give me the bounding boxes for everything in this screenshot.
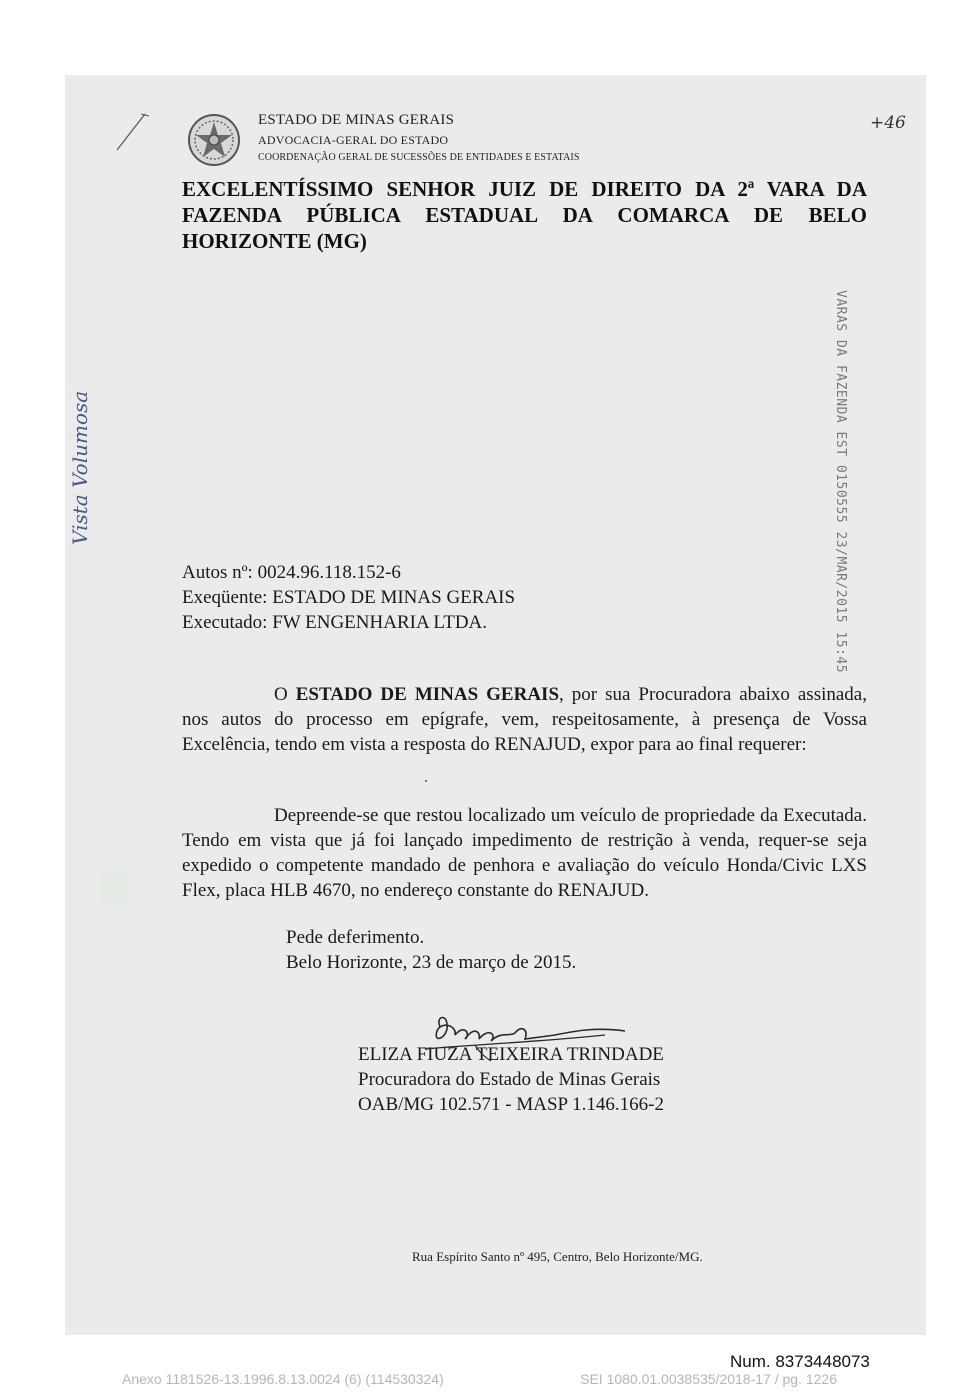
handwritten-signature: [405, 1005, 635, 1065]
addressee-line-2: FAZENDA PÚBLICA ESTADUAL DA COMARCA DE BELO: [182, 203, 867, 227]
annex-footer: [122, 1371, 837, 1387]
annex-reference: Anexo 1181526-13.1996.8.13.0024 (6) (114530324): [122, 1371, 444, 1387]
p1-bold-party: ESTADO DE MINAS GERAIS: [295, 684, 560, 705]
document-number: Num. 8373448073: [730, 1352, 870, 1371]
footer-address: Rua Espírito Santo nº 495, Centro, Belo Horizonte/MG.: [412, 1249, 703, 1264]
body-paragraph-2: [182, 803, 867, 903]
signer-name: ELIZA FIUZA TEIXEIRA TRINDADE: [358, 1044, 664, 1065]
protocol-stamp: VARAS DA FAZENDA EST 0150555 23/MAR/2015 15:45: [833, 290, 848, 674]
pen-stroke-mark: [105, 110, 150, 155]
scan-stain: [100, 870, 128, 906]
p2-text: Depreende-se que restou localizado um veículo de propriedade da Executada. Tendo em vista que já foi lançado impedimento de restrição à venda, requer-se seja expedido o competente mandado de penhora e avaliação do veículo Honda/Civic LXS Flex, placa HLB 4670, no endereço constante do RENAJUD.: [182, 805, 867, 901]
p1-lead: O: [274, 684, 296, 705]
closing-block: [286, 925, 576, 975]
addressee-line-3: HORIZONTE (MG): [182, 229, 367, 253]
handwritten-side-note: Vista Volumosa: [68, 390, 92, 545]
protocol-stamp-area: [830, 290, 852, 674]
closing-place-date: Belo Horizonte, 23 de março de 2015.: [286, 952, 577, 973]
addressee-line-1: EXCELENTÍSSIMO SENHOR JUIZ DE DIREITO DA 2ª VARA DA: [182, 177, 867, 201]
addressee-block: [182, 176, 867, 254]
speck: [425, 780, 427, 782]
p1-rest: , por sua Procuradora abaixo assinada, nos autos do processo em epígrafe, vem, respeitosamente, à presença de Vossa Excelência, tendo em vista a resposta do RENAJUD, expor para ao final requerer:: [182, 684, 867, 755]
coat-of-arms-icon: [187, 113, 241, 167]
case-info: [182, 560, 515, 635]
side-annotation-area: [68, 355, 102, 545]
folio-handwritten-mark: +46: [870, 113, 906, 133]
case-creditor: Exeqüente: ESTADO DE MINAS GERAIS: [182, 587, 516, 608]
header-department: COORDENAÇÃO GERAL DE SUCESSÕES DE ENTIDADES E ESTATAIS: [258, 152, 580, 163]
closing-request: Pede deferimento.: [286, 927, 425, 948]
case-number: Autos nº: 0024.96.118.152-6: [182, 562, 401, 583]
signer-title: Procuradora do Estado de Minas Gerais: [358, 1069, 661, 1090]
header-state: ESTADO DE MINAS GERAIS: [258, 112, 455, 128]
signer-registration: OAB/MG 102.571 - MASP 1.146.166-2: [358, 1094, 664, 1115]
body-paragraph-1: [182, 682, 867, 757]
case-debtor: Executado: FW ENGENHARIA LTDA.: [182, 612, 488, 633]
header-agency: ADVOCACIA-GERAL DO ESTADO: [258, 133, 449, 147]
sei-reference: SEI 1080.01.0038535/2018-17 / pg. 1226: [580, 1371, 837, 1387]
